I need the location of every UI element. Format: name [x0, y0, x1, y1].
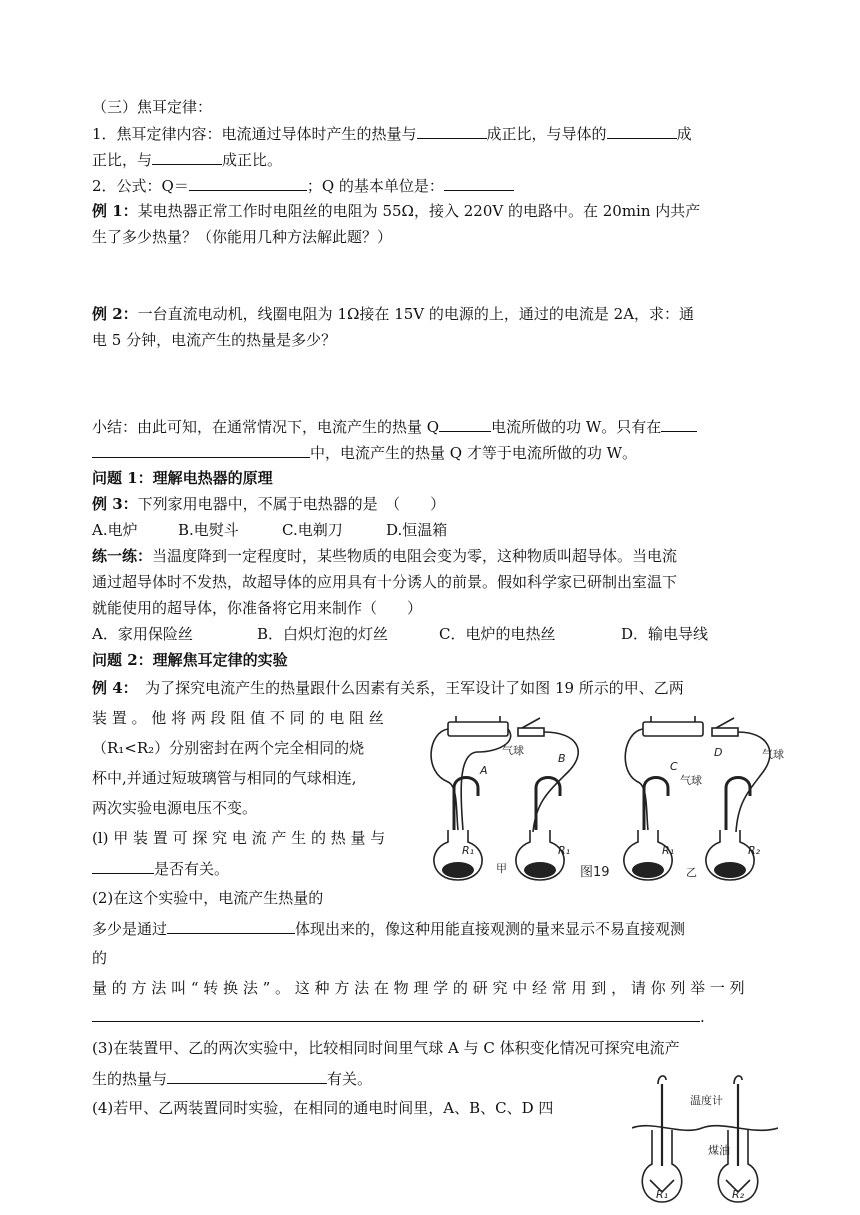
summary-line1 — [92, 415, 697, 438]
fig19-yi: 乙 — [686, 866, 697, 879]
item1-text-a: 1．焦耳定律内容：电流通过导体时产生的热量与 — [92, 125, 417, 143]
battery-yi — [643, 722, 703, 736]
item1-line2 — [92, 148, 282, 171]
example2-label: 例 2： — [92, 305, 138, 323]
practice-option-b[interactable]: B．白炽灯泡的灯丝 — [257, 625, 389, 643]
blank-2[interactable] — [607, 122, 677, 139]
fig19-label-b: B — [558, 752, 566, 765]
fig19-r2-left: R₁ — [662, 844, 675, 857]
question3-text-c: 有关。 — [327, 1070, 373, 1088]
switch-jia — [518, 728, 544, 736]
fig19-number: 图19 — [580, 865, 610, 880]
practice-option-c[interactable]: C．电炉的电热丝 — [439, 625, 556, 643]
practice-text-1: 当温度降到一定程度时，某些物质的电阻会变为零，这种物质叫超导体。当电流 — [152, 547, 678, 565]
problem1-title: 问题 1：理解电热器的原理 — [92, 469, 273, 487]
question2-line3: 的 — [92, 949, 108, 967]
blank-q1[interactable] — [92, 857, 154, 874]
question2-text-c: 体现出来的，像这种用能直接观测的量来显示不易直接观测 — [295, 920, 686, 938]
example3-label: 例 3： — [92, 495, 138, 513]
item1-line1 — [92, 122, 692, 145]
blank-unit[interactable] — [444, 174, 514, 191]
battery-jia — [448, 722, 508, 736]
fig19-label-c: C — [670, 760, 678, 773]
question2-line5 — [92, 1005, 705, 1028]
example4-line5: 两次实验电源电压不变。 — [92, 799, 258, 817]
blank-3[interactable] — [152, 148, 222, 165]
practice-options — [92, 623, 708, 645]
summary-text-a: 小结：由此可知，在通常情况下，电流产生的热量 Q — [92, 418, 440, 436]
blank-formula[interactable] — [189, 174, 307, 191]
section-title: （三）焦耳定律： — [92, 98, 213, 116]
example4-line3: （R₁<R₂）分别密封在两个完全相同的烧 — [92, 739, 365, 757]
example3-text: 下列家用电器中，不属于电热器的是 （ ） — [137, 495, 446, 513]
practice-line3: 就能使用的超导体，你准备将它用来制作（ ） — [92, 599, 423, 617]
blank-1[interactable] — [417, 122, 487, 139]
question3-line2 — [92, 1067, 372, 1090]
example4-line2: 装 置 。 他 将 两 段 阻 值 不 同 的 电 阻 丝 — [92, 709, 384, 727]
fig19-label-a: A — [480, 764, 488, 777]
question1-line1: (l) 甲 装 置 可 探 究 电 流 产 生 的 热 量 与 — [92, 829, 386, 847]
option-c[interactable]: C.电剃刀 — [282, 521, 343, 539]
question2-line4: 量 的 方 法 叫 “ 转 换 法 ” 。 这 种 方 法 在 物 理 学 的 研 究 中 经 常 用 到 ， 请 你 列 举 一 列 — [92, 979, 745, 997]
fig19-balloon-label-right: 气球 — [762, 748, 784, 761]
question2-line2 — [92, 917, 685, 940]
practice-option-d[interactable]: D．输电导线 — [621, 625, 709, 643]
fig2-r1: R₁ — [656, 1188, 669, 1201]
fig19-r1-left: R₁ — [462, 844, 475, 857]
fig19-balloon-label-mid: 气球 — [680, 774, 702, 787]
question2-line1: (2)在这个实验中，电流产生热量的 — [92, 889, 324, 907]
fig19-label-d: D — [714, 746, 723, 759]
blank-q2-example[interactable] — [92, 1005, 700, 1022]
figure-19 — [418, 712, 788, 882]
question2-text-b: 多少是通过 — [92, 920, 168, 938]
example2-line2: 电 5 分钟，电流产生的热量是多少？ — [92, 331, 337, 349]
liquid-yi-right — [714, 862, 746, 878]
item1-text-b: 成正比，与导体的 — [486, 125, 607, 143]
example1-text: 某电热器正常工作时电阻丝的电阻为 55Ω，接入 220V 的电路中。在 20min 内共产 — [137, 202, 701, 220]
example4-line4: 杯中,并通过短玻璃管与相同的气球相连, — [92, 769, 357, 787]
question1-line2 — [92, 857, 229, 880]
blank-summary-1[interactable] — [439, 415, 491, 432]
option-a[interactable]: A.电炉 — [92, 521, 138, 539]
example1-line1 — [92, 200, 700, 222]
blank-summary-2a[interactable] — [661, 415, 697, 432]
option-b[interactable]: B.电熨斗 — [178, 521, 239, 539]
item1-text-d: 正比，与 — [92, 151, 153, 169]
switch-yi — [712, 728, 738, 736]
option-d[interactable]: D.恒温箱 — [386, 521, 448, 539]
liquid-yi-left — [632, 862, 664, 878]
practice-line2: 通过超导体时不发热，故超导体的应用具有十分诱人的前景。假如科学家已研制出室温下 — [92, 573, 678, 591]
example4-line1 — [92, 677, 684, 699]
question4-line1: (4)若甲、乙两装置同时实验，在相同的通电时间里，A、B、C、D 四 — [92, 1099, 554, 1117]
item2-line — [92, 174, 514, 197]
example1-label: 例 1： — [92, 202, 138, 220]
liquid-jia-right — [524, 862, 556, 878]
example3-options — [92, 519, 447, 541]
example4-label: 例 4： — [92, 679, 131, 697]
practice-option-a[interactable]: A．家用保险丝 — [92, 625, 193, 643]
example4-text-1: 为了探究电流产生的热量跟什么因素有关系，王军设计了如图 19 所示的甲、乙两 — [130, 679, 684, 697]
kerosene-label: 煤油 — [708, 1144, 730, 1157]
question2-end: . — [700, 1008, 705, 1026]
summary-text-b: 电流所做的功 W。只有在 — [491, 418, 662, 436]
summary-text-c: 中，电流产生的热量 Q 才等于电流所做的功 W。 — [310, 444, 638, 462]
question3-text-b: 生的热量与 — [92, 1070, 168, 1088]
example2-line1 — [92, 303, 694, 325]
item2-text-b: ；Q 的基本单位是： — [306, 177, 444, 195]
blank-q3[interactable] — [167, 1067, 327, 1084]
question3-line1: (3)在装置甲、乙的两次实验中，比较相同时间里气球 A 与 C 体积变化情况可探究电流产 — [92, 1039, 680, 1057]
summary-line2 — [92, 441, 637, 464]
fig19-balloon-label-left: 气球 — [502, 744, 524, 757]
fig19-jia: 甲 — [496, 862, 507, 875]
blank-q2[interactable] — [167, 917, 295, 934]
problem2-title: 问题 2：理解焦耳定律的实验 — [92, 651, 288, 669]
example2-text: 一台直流电动机，线圈电阻为 1Ω接在 15V 的电源的上，通过的电流是 2A，求：通 — [137, 305, 695, 323]
blank-summary-2b[interactable] — [92, 441, 310, 458]
item2-text-a: 2．公式：Q＝ — [92, 177, 189, 195]
item1-text-c: 成 — [676, 125, 692, 143]
fig19-r1-right: R₁ — [558, 844, 571, 857]
item1-text-e: 成正比。 — [222, 151, 283, 169]
example1-line2: 生了多少热量？（你能用几种方法解此题？） — [92, 228, 393, 246]
question1-text-b: 是否有关。 — [154, 860, 230, 878]
fig2-r2: R₂ — [732, 1188, 745, 1201]
practice-label: 练一练： — [92, 547, 153, 565]
practice-line1 — [92, 545, 677, 567]
fig19-r2-right: R₂ — [748, 844, 761, 857]
example3-line — [92, 493, 445, 515]
liquid-jia-left — [442, 862, 474, 878]
figure-thermometer — [632, 1070, 778, 1210]
thermometer-label: 温度计 — [690, 1094, 723, 1107]
